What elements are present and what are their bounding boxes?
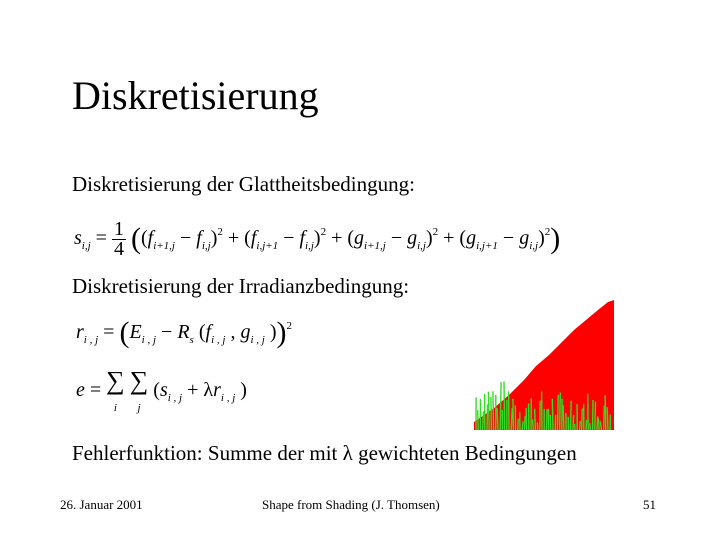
green-spike bbox=[493, 391, 494, 430]
error-formula: e = ∑ i ∑ j ($s_{i , j} + \lambda r_{i , j}$ ) bbox=[76, 366, 247, 414]
green-spike bbox=[598, 418, 599, 430]
irradiance-heading: Diskretisierung der Irradianzbedingung: bbox=[72, 274, 410, 298]
green-spike bbox=[504, 382, 505, 431]
green-spike bbox=[555, 415, 556, 430]
green-spike bbox=[563, 405, 564, 430]
green-spike bbox=[550, 415, 551, 430]
green-spike bbox=[497, 408, 498, 430]
green-spike bbox=[590, 423, 591, 430]
green-spike bbox=[607, 407, 608, 430]
green-spike bbox=[491, 397, 492, 430]
green-spike bbox=[535, 409, 536, 430]
green-spike bbox=[604, 406, 605, 430]
green-spike bbox=[511, 408, 512, 430]
green-spike bbox=[522, 421, 523, 430]
green-spike bbox=[605, 395, 606, 430]
footer-page-number: 51 bbox=[643, 497, 656, 512]
slide-title: Diskretisierung bbox=[72, 73, 319, 118]
green-spike bbox=[595, 402, 596, 431]
green-spike bbox=[588, 394, 589, 431]
error-function-line: Fehlerfunktion: Summe der mit λ gewichteten Bedingungen bbox=[72, 441, 577, 465]
green-spike bbox=[533, 419, 534, 430]
footer-date: 26. Januar 2001 bbox=[60, 497, 143, 512]
green-spike bbox=[500, 382, 501, 430]
green-spike bbox=[483, 411, 484, 430]
green-spike bbox=[573, 415, 574, 430]
green-spike bbox=[487, 404, 488, 430]
green-spike bbox=[526, 408, 527, 430]
smoothness-formula: $s_{i,j}$ = $\frac{1}{4}$ $((f_{i+1,j} - f_{i,j})^2 + (f_{i,j+1} - f_{i,j})^2 + (g_{i+1,j} - g_{i,j})^2 + (g_{i,j+1} - g_{i,j})^2)$ bbox=[74, 217, 561, 260]
green-spike bbox=[600, 421, 601, 430]
green-spike bbox=[478, 410, 479, 430]
smoothness-heading: Diskretisierung der Glattheitsbedingung: bbox=[72, 172, 415, 196]
green-spike bbox=[560, 393, 561, 431]
green-spike bbox=[586, 420, 587, 430]
green-spike bbox=[579, 421, 580, 430]
green-spike bbox=[524, 416, 525, 430]
green-spike bbox=[488, 392, 489, 430]
footer-title: Shape from Shading (J. Thomsen) bbox=[262, 497, 440, 512]
green-spike bbox=[546, 409, 547, 430]
surface-error-graphic bbox=[474, 300, 614, 430]
irradiance-formula: $r_{i , j} = (E_{i , j} - R_s$ ($f_{i , j}$ , $g_{i , j}$ ))$^2$ bbox=[76, 316, 292, 349]
green-spike bbox=[518, 419, 519, 430]
green-spike bbox=[552, 399, 553, 430]
green-spike bbox=[582, 409, 583, 431]
green-spike bbox=[597, 416, 598, 430]
green-spike bbox=[557, 395, 558, 430]
green-spike bbox=[513, 399, 514, 430]
green-spike bbox=[571, 401, 572, 430]
